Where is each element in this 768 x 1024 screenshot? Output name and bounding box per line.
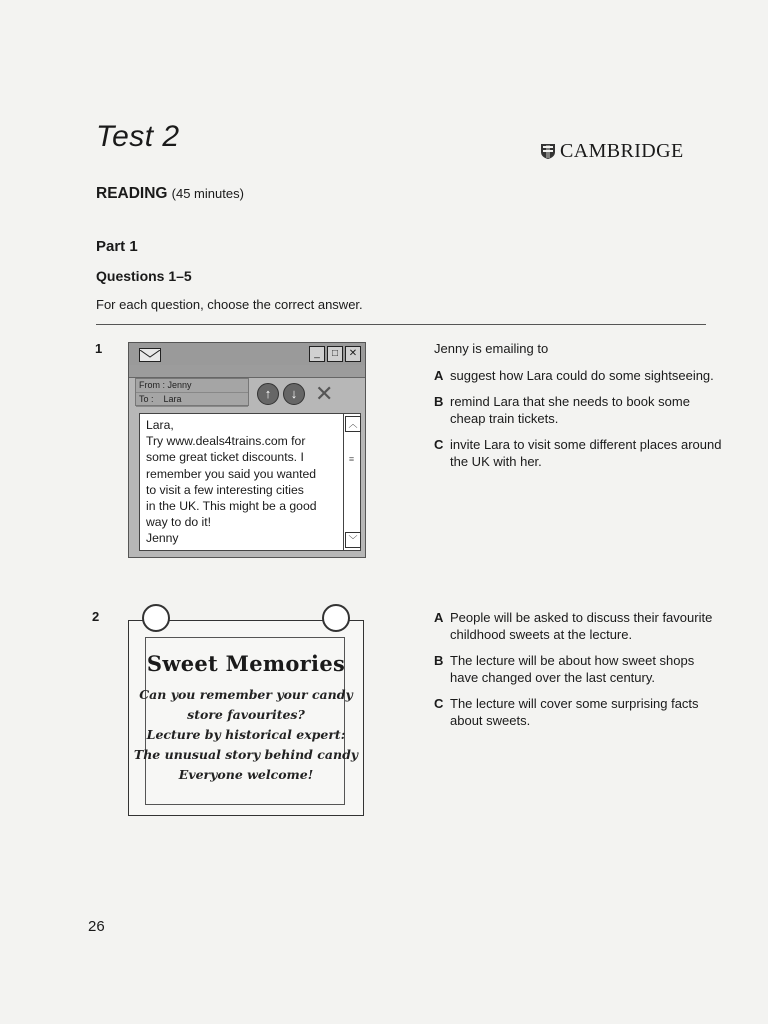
poster-line: Can you remember your candy [139, 687, 353, 702]
arrow-down-icon: ↓ [283, 383, 305, 405]
email-line: to visit a few interesting cities [146, 482, 304, 497]
email-nav [257, 383, 333, 405]
options-1 [434, 367, 724, 479]
email-line: Jenny [146, 531, 179, 546]
cambridge-logo [540, 140, 684, 163]
delete-icon: ✕ [315, 381, 334, 406]
email-line: Try www.deals4trains.com for [146, 434, 306, 449]
option-c: C invite Lara to visit some different places around the UK with her. [434, 437, 722, 469]
chevron-down-icon: ﹀ [345, 532, 361, 548]
poster-title: Sweet Memories [146, 651, 346, 676]
pin-icon [322, 604, 350, 632]
arrow-up-icon: ↑ [257, 383, 279, 405]
option-c: C The lecture will cover some surprising facts about sweets. [434, 696, 699, 728]
email-window [128, 342, 366, 558]
instruction-text: For each question, choose the correct answer. [96, 297, 363, 312]
email-header [135, 378, 249, 406]
option-b: B remind Lara that she needs to book some cheap train tickets. [434, 394, 690, 426]
window-controls [307, 346, 361, 362]
page-number: 26 [88, 918, 105, 935]
poster-paper [128, 620, 364, 816]
from-row: From : Jenny [136, 379, 248, 393]
options-2 [434, 609, 714, 738]
chevron-up-icon: ︿ [345, 416, 361, 432]
envelope-icon [139, 348, 161, 362]
email-scrollbar [343, 413, 361, 551]
question-prompt-1: Jenny is emailing to [434, 341, 549, 356]
option-b: B The lecture will be about how sweet shops have changed over the last century. [434, 653, 695, 685]
maximize-icon: □ [327, 346, 343, 362]
email-body [139, 413, 351, 551]
questions-heading: Questions 1–5 [96, 268, 192, 284]
address-bar [129, 365, 365, 378]
question-number-2: 2 [92, 609, 100, 624]
poster-line: Lecture by historical expert: [146, 727, 346, 742]
email-line: Lara, [146, 418, 174, 432]
reading-label: READING [96, 185, 168, 202]
close-icon: ✕ [345, 346, 361, 362]
email-titlebar [129, 343, 365, 366]
poster-line: Everyone welcome! [178, 767, 314, 782]
duration: (45 minutes) [171, 186, 244, 201]
minimize-icon: _ [309, 346, 325, 362]
section-heading [96, 185, 244, 203]
crest-icon [540, 143, 556, 160]
test-title: Test 2 [96, 120, 180, 153]
scroll-grip-icon: ≡ [348, 454, 355, 464]
to-row: To : Lara [136, 393, 248, 407]
logo-text: CAMBRIDGE [560, 140, 684, 162]
email-line: in the UK. This might be a good [146, 499, 317, 514]
email-line: remember you said you wanted [146, 466, 317, 481]
pin-icon [142, 604, 170, 632]
email-line: way to do it! [146, 515, 212, 530]
option-a: A People will be asked to discuss their favourite childhood sweets at the lecture. [434, 610, 713, 642]
poster [128, 616, 364, 816]
divider [96, 324, 706, 325]
email-line: some great ticket discounts. I [146, 450, 304, 465]
question-number-1: 1 [95, 341, 103, 356]
poster-line: store favourites? [187, 707, 305, 722]
poster-line: The unusual story behind candy [133, 747, 359, 762]
option-a: A suggest how Lara could do some sightseeing. [434, 368, 714, 383]
part-heading: Part 1 [96, 238, 138, 255]
